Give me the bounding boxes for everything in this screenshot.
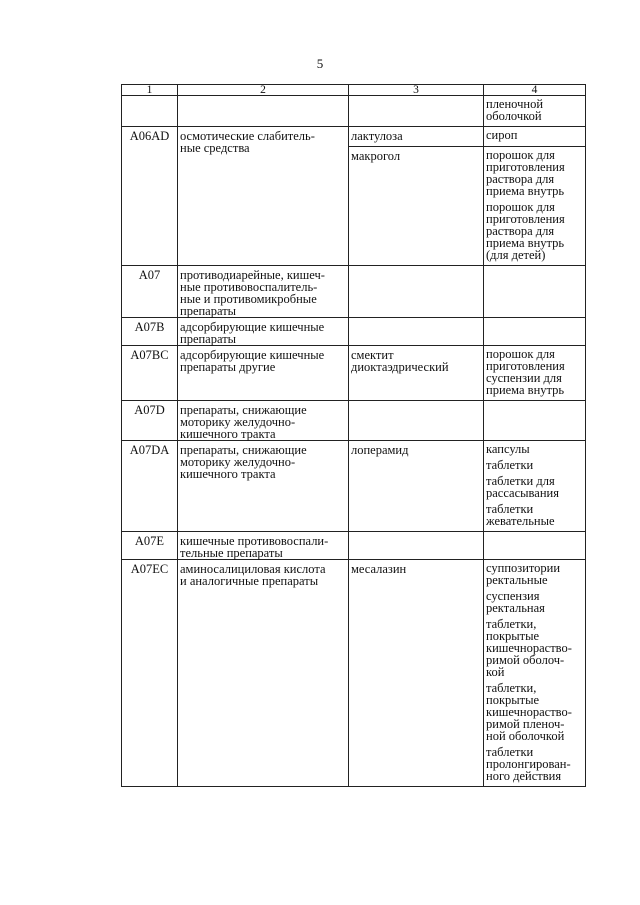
text-line: таблетки [486, 745, 534, 759]
drug-name-block [351, 349, 481, 377]
group-description [178, 127, 349, 266]
dosage-form [486, 682, 583, 746]
text-line: капсулы [486, 442, 530, 456]
dosage-form [486, 562, 583, 590]
text-line: приготовления [486, 212, 565, 226]
drug-name-block [351, 130, 481, 146]
text-line: ректальная [486, 601, 545, 615]
atc-code: A07BC [122, 346, 178, 401]
dosage-forms [484, 266, 586, 318]
text-line: диоктаэдрический [351, 360, 449, 374]
drug-name [349, 127, 484, 147]
text-line: римой оболоч- [486, 653, 565, 667]
text-line: кишечного тракта [180, 427, 276, 441]
group-description [178, 266, 349, 318]
table-row [122, 560, 586, 787]
text-line: приготовления [486, 359, 565, 373]
text-line: ректальные [486, 573, 548, 587]
text-line: жевательные [486, 514, 555, 528]
dosage-forms [484, 441, 586, 532]
drug-name-block [351, 563, 481, 579]
dosage-forms [484, 318, 586, 346]
drug-name-block [351, 150, 481, 166]
text-line: осмотические слабитель- [180, 129, 315, 143]
dosage-form [486, 746, 583, 786]
dosage-form [486, 149, 583, 201]
text-line: порошок для [486, 148, 555, 162]
text-line: (для детей) [486, 248, 546, 262]
atc-code: A07E [122, 532, 178, 560]
dosage-form [486, 590, 583, 618]
table-row [122, 96, 586, 127]
dosage-forms [484, 532, 586, 560]
text-line: рассасывания [486, 486, 559, 500]
text-line: кишечного тракта [180, 467, 276, 481]
text-line: и аналогичные препараты [180, 574, 319, 588]
table-row [122, 441, 586, 532]
text-line: таблетки [486, 502, 534, 516]
table-row [122, 532, 586, 560]
text-line: лактулоза [351, 129, 403, 143]
table-row [122, 401, 586, 441]
atc-code: A06AD [122, 127, 178, 266]
text-line: ного действия [486, 769, 562, 783]
dosage-forms [484, 401, 586, 441]
drug-name-block [351, 444, 481, 460]
drug-name [349, 346, 484, 401]
text-line: пленочной [486, 97, 544, 111]
text-line: адсорбирующие кишечные [180, 320, 325, 334]
text-line: порошок для [486, 200, 555, 214]
text-line: таблетки, [486, 681, 537, 695]
text-line: моторику желудочно- [180, 415, 296, 429]
dosage-form [486, 475, 583, 503]
table-row [122, 127, 586, 147]
header-row [122, 85, 586, 96]
text-line: противодиарейные, кишеч- [180, 268, 325, 282]
text-line: суспензия [486, 589, 540, 603]
text-line: ные средства [180, 141, 250, 155]
dosage-forms [484, 96, 586, 127]
text-line: кишечнораство- [486, 705, 572, 719]
dosage-form [486, 129, 583, 145]
drug-name [349, 441, 484, 532]
dosage-form [486, 348, 583, 400]
dosage-forms [484, 147, 586, 266]
text-line: ные противовоспалитель- [180, 280, 318, 294]
text-line: кой [486, 665, 505, 679]
drug-name [349, 532, 484, 560]
text-line: тельные препараты [180, 546, 283, 560]
group-description [178, 441, 349, 532]
text-line: аминосалициловая кислота [180, 562, 326, 576]
atc-code: A07 [122, 266, 178, 318]
text-line: препараты другие [180, 360, 276, 374]
text-line: препараты, снижающие [180, 443, 307, 457]
text-line: месалазин [351, 562, 407, 576]
table-row [122, 318, 586, 346]
text-line: римой пленоч- [486, 717, 565, 731]
text-line: приема внутрь [486, 236, 565, 250]
text-line: кишечнораство- [486, 641, 572, 655]
text-line: оболочкой [486, 109, 542, 123]
group-description [178, 401, 349, 441]
drug-name [349, 560, 484, 787]
text-line: таблетки [486, 458, 534, 472]
text-line: приема внутрь [486, 383, 565, 397]
dosage-forms [484, 560, 586, 787]
text-line: ные и противомикробные [180, 292, 317, 306]
dosage-form [486, 443, 583, 459]
table-row [122, 346, 586, 401]
text-line: препараты [180, 332, 237, 346]
text-line: препараты [180, 304, 237, 318]
text-line: ной оболочкой [486, 729, 565, 743]
drug-name [349, 147, 484, 266]
atc-code: A07B [122, 318, 178, 346]
text-line: порошок для [486, 347, 555, 361]
text-line: пролонгирован- [486, 757, 571, 771]
column-header-2: 2 [178, 85, 349, 96]
atc-code: A07DA [122, 441, 178, 532]
text-line: приготовления [486, 160, 565, 174]
dosage-form [486, 459, 583, 475]
text-line: таблетки для [486, 474, 555, 488]
atc-code: A07D [122, 401, 178, 441]
text-line: сироп [486, 128, 518, 142]
drug-name [349, 318, 484, 346]
drug-name [349, 401, 484, 441]
drug-name [349, 266, 484, 318]
text-line: препараты, снижающие [180, 403, 307, 417]
text-line: кишечные противовоспали- [180, 534, 329, 548]
dosage-forms [484, 127, 586, 147]
text-line: таблетки, [486, 617, 537, 631]
text-line: лоперамид [351, 443, 409, 457]
text-line: покрытые [486, 693, 540, 707]
text-line: суспензии для [486, 371, 562, 385]
text-line: раствора для [486, 172, 555, 186]
text-line: приема внутрь [486, 184, 565, 198]
group-description [178, 560, 349, 787]
dosage-form [486, 201, 583, 265]
group-description [178, 96, 349, 127]
group-description [178, 532, 349, 560]
text-line: смектит [351, 348, 394, 362]
atc-code: A07EC [122, 560, 178, 787]
column-header-3: 3 [349, 85, 484, 96]
group-description [178, 346, 349, 401]
dosage-form [486, 618, 583, 682]
drug-name-block [351, 99, 481, 103]
text-line: моторику желудочно- [180, 455, 296, 469]
drug-name [349, 96, 484, 127]
column-header-1: 1 [122, 85, 178, 96]
atc-code [122, 96, 178, 127]
page-number: 5 [316, 56, 324, 71]
dosage-form [486, 503, 583, 531]
drug-table [121, 84, 586, 787]
dosage-form [486, 98, 583, 126]
table-row [122, 266, 586, 318]
text-line: раствора для [486, 224, 555, 238]
group-description [178, 318, 349, 346]
text-line: макрогол [351, 149, 401, 163]
text-line: суппозитории [486, 561, 561, 575]
text-line: покрытые [486, 629, 540, 643]
column-header-4: 4 [484, 85, 586, 96]
text-line: адсорбирующие кишечные [180, 348, 325, 362]
dosage-forms [484, 346, 586, 401]
